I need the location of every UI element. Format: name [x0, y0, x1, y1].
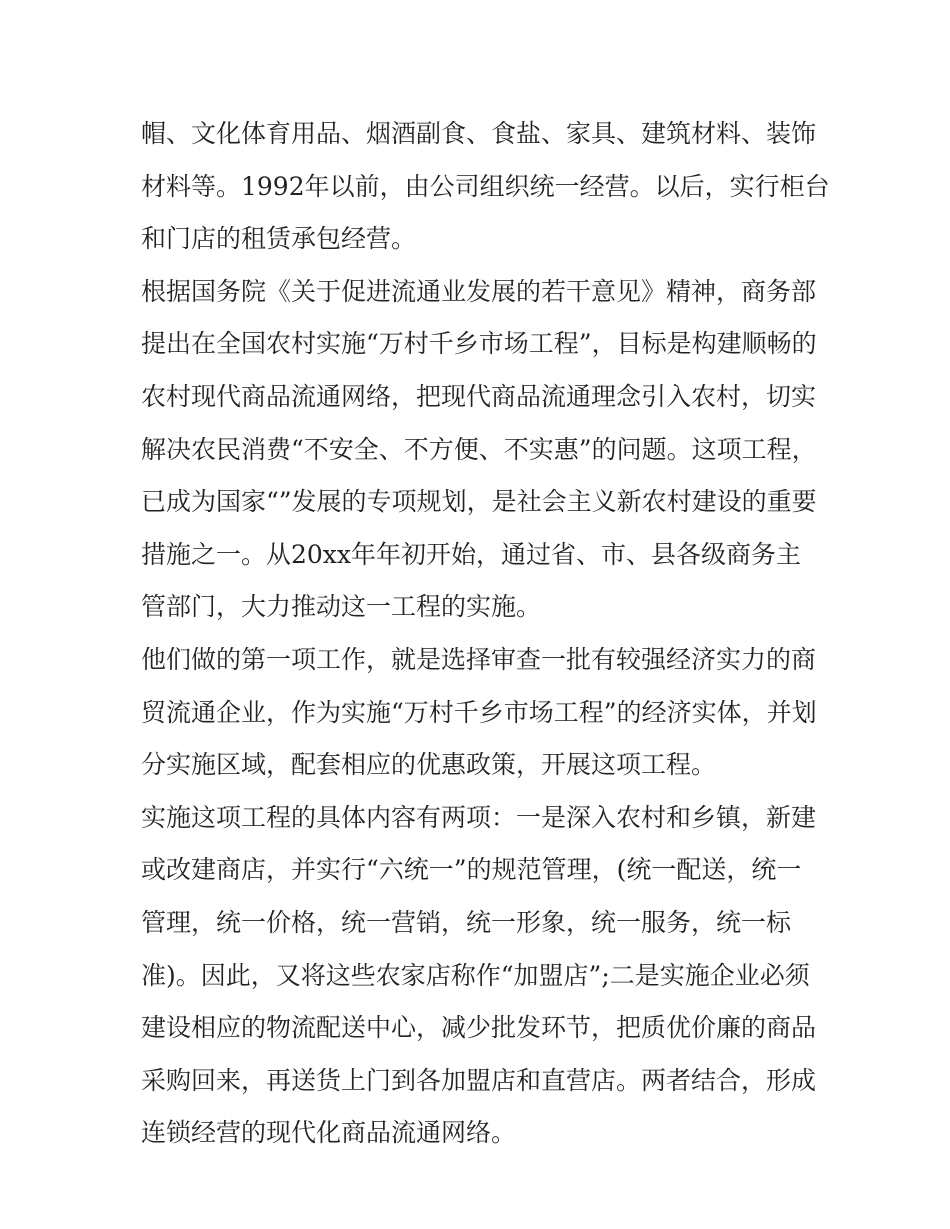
text-line: 根据国务院《关于促进流通业发展的若干意见》精神，商务部: [141, 276, 817, 306]
text-line: 管理，统一价格，统一营销，统一形象，统一服务，统一标: [141, 907, 792, 937]
text-line: 分实施区域，配套相应的优惠政策，开展这项工程。: [141, 750, 717, 780]
text-line: 建设相应的物流配送中心，减少批发环节，把质优价廉的商品: [141, 1013, 817, 1043]
text-line: 农村现代商品流通网络，把现代商品流通理念引入农村，切实: [141, 381, 817, 411]
text-line: 采购回来，再送货上门到各加盟店和直营店。两者结合，形成: [141, 1065, 817, 1095]
text-line: 提出在全国农村实施“万村千乡市场工程”，目标是构建顺畅的: [141, 329, 817, 359]
text-line: 解决农民消费“不安全、不方便、不实惠”的问题。这项工程，: [141, 434, 817, 464]
text-line: 措施之一。从20xx年年初开始，通过省、市、县各级商务主: [141, 539, 802, 569]
text-line: 贸流通企业，作为实施“万村千乡市场工程”的经济实体，并划: [141, 697, 817, 727]
text-line: 材料等。1992年以前，由公司组织统一经营。以后，实行柜台: [141, 171, 830, 201]
text-line: 或改建商店，并实行“六统一”的规范管理，(统一配送，统一: [141, 855, 802, 885]
text-line: 连锁经营的现代化商品流通网络。: [141, 1118, 517, 1148]
text-line: 帽、文化体育用品、烟酒副食、食盐、家具、建筑材料、装饰: [141, 119, 817, 148]
text-line: 实施这项工程的具体内容有两项：一是深入农村和乡镇，新建: [141, 802, 817, 832]
text-line: 管部门，大力推动这一工程的实施。: [141, 592, 542, 622]
text-line: 他们做的第一项工作，就是选择审查一批有较强经济实力的商: [141, 644, 817, 674]
text-line: 准)。因此，又将这些农家店称作“加盟店”;二是实施企业必须: [141, 960, 810, 990]
text-line: 已成为国家“”发展的专项规划，是社会主义新农村建设的重要: [141, 487, 817, 517]
document-body: [141, 108, 830, 1160]
text-line: 和门店的租赁承包经营。: [141, 224, 417, 254]
